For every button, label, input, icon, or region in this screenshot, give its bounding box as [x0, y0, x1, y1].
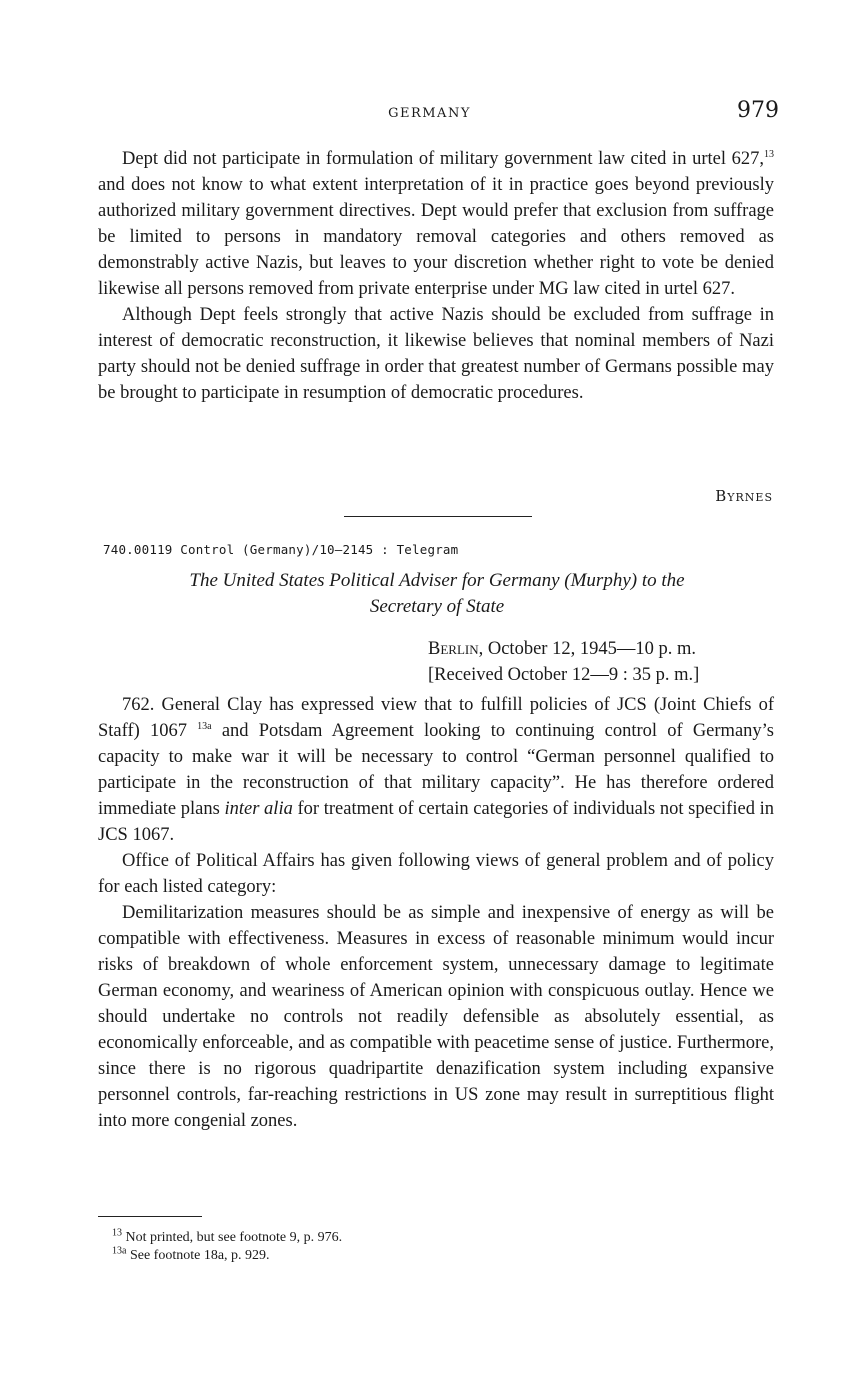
section-divider	[344, 516, 532, 517]
footnote-text: See footnote 18a, p. 929.	[126, 1248, 270, 1263]
paragraph-text: 762. General Clay has expressed view that to fulfill policies of JCS (Joint Chiefs of Staff) 1067	[98, 695, 774, 741]
page-number: 979	[737, 98, 779, 123]
date-rest: , October 12, 1945—10 p. m.	[478, 639, 696, 659]
top-section	[98, 146, 774, 406]
footnote-ref-13a: 13a	[197, 720, 212, 732]
title-line-1: The United States Political Adviser for Germany (Murphy) to the	[189, 570, 685, 591]
paragraph-762	[98, 692, 774, 848]
telegram-body	[98, 692, 774, 1134]
title-line-2: Secretary of State	[369, 596, 505, 617]
paragraph-political-affairs: Office of Political Affairs has given following views of general problem and of policy for each listed category:	[98, 851, 774, 897]
paragraph-text: for treatment of certain categories of individuals not specified in JCS 1067.	[98, 799, 774, 845]
paragraph-text: Dept did not participate in formulation of military government law cited in urtel 627,	[122, 149, 764, 169]
paragraph-demilitarization: Demilitarization measures should be as simple and inexpensive of energy as will be compatible with effectiveness. Measures in excess of reasonable minimum would incur risks of breakdown of whole enforcement system, unnecessary damage to legitimate German economy, and weariness of American opinion with conspicuous outlay. Hence we should undertake no controls not readily defensible as absolutely essential, as economically enforceable, and as compatible with peacetime sense of justice. Furthermore, since there is no rigorous quadripartite denazification system including expansive personnel controls, far-reaching restrictions in US zone may result in surreptitious flight into more congenial zones.	[98, 903, 774, 1131]
dateline	[428, 636, 699, 688]
running-header: GERMANY	[388, 106, 471, 121]
paragraph-exclusion	[98, 146, 774, 302]
footnote-ref-13: 13	[764, 148, 774, 160]
document-title	[100, 568, 774, 620]
footnote-13	[112, 1229, 342, 1247]
file-reference: 740.00119 Control (Germany)/10–2145 : Telegram	[103, 542, 459, 557]
footnotes	[112, 1229, 342, 1265]
footnote-text: Not printed, but see footnote 9, p. 976.	[122, 1230, 343, 1245]
date-received: [Received October 12—9 : 35 p. m.]	[428, 665, 700, 685]
footnote-mark: 13	[112, 1227, 122, 1239]
italic-phrase: inter alia	[224, 799, 293, 819]
paragraph-suffrage: Although Dept feels strongly that active Nazis should be excluded from suffrage in interest of democratic reconstruction, it likewise believes that nominal members of Nazi party should not be denied suffrage in order that greatest number of Germans possible may be brought to participate in resumption of democratic procedures.	[98, 305, 774, 403]
paragraph-text: and Potsdam Agreement looking to continuing control of Germany’s capacity to make war it will be necessary to control “German personnel qualified to participate in the reconstruction of that military capacity”. He has therefore ordered immediate plans	[98, 721, 774, 819]
footnote-mark: 13a	[112, 1245, 127, 1257]
paragraph-text: and does not know to what extent interpretation of it in practice goes beyond previously authorized military government directives. Dept would prefer that exclusion from suffrage be limited to persons in mandatory removal categories and others removed as demonstrably active Nazis, but leaves to your discretion whether right to vote be denied likewise all persons removed from private enterprise under MG law cited in urtel 627.	[98, 175, 774, 299]
footnote-divider	[98, 1216, 202, 1217]
footnote-13a	[112, 1247, 342, 1265]
place: Berlin	[428, 639, 479, 659]
signature: Byrnes	[715, 487, 773, 505]
date-sent	[428, 636, 699, 662]
